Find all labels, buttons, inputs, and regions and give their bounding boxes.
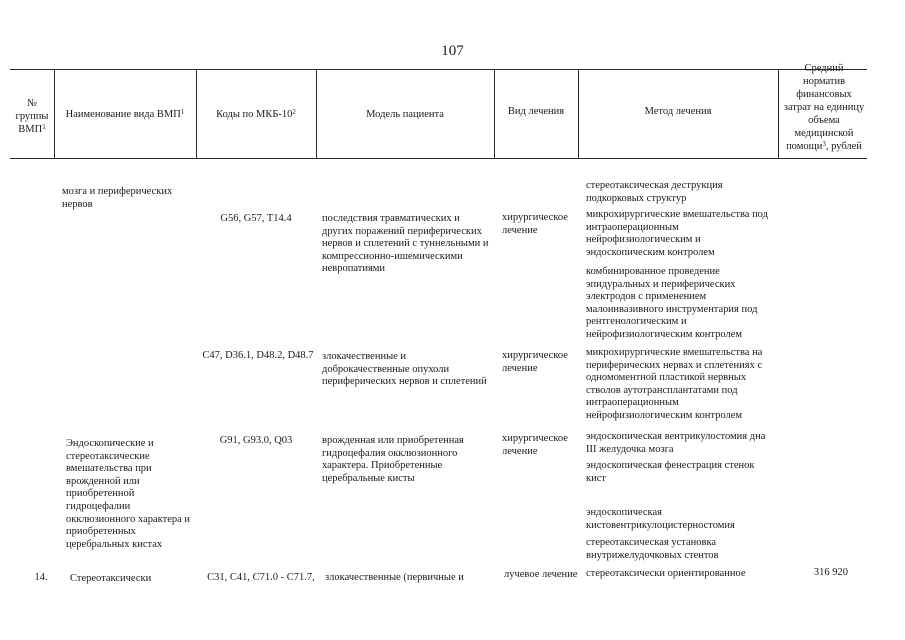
header-average-cost — [778, 62, 870, 153]
header-icd-codes-text: Коды по МКБ-10 — [216, 109, 293, 120]
cell-patient-model: последствия травматических и других поражений периферических нервов и сплетений с туннельными и компрессионно-ишемическими невропатиями — [322, 213, 489, 275]
cell-treatment-method: стереотаксически ориентированное — [586, 568, 746, 579]
cell-vmp-name: Стереотаксически — [70, 573, 152, 584]
header-top-border — [10, 69, 867, 70]
cell-treatment-method: микрохирургические вмешательства на периферических нервах и сплетениях с одномоментной пластикой нервных стволов аутотрансплантатами под интраоперационным нейрофизиологическим контролем — [586, 347, 763, 421]
footnote-mark: 1 — [42, 123, 46, 131]
header-vmp-name-text: Наименование вида ВМП — [65, 109, 181, 120]
cell-icd-codes: G91, G93.0, Q03 — [219, 435, 293, 446]
cell-treatment-method: микрохирургические вмешательства под интраоперационным нейрофизиологическим и эндоскопическим контролем — [586, 209, 768, 258]
cell-treatment-type: лучевое лечение — [504, 569, 578, 580]
cell-treatment-type: хирургическое лечение — [502, 212, 568, 236]
cell-patient-model: врожденная или приобретенная гидроцефалия окклюзионного характера. Приобретенные церебральные кисты — [322, 435, 464, 484]
cell-icd-codes: C47, D36.1, D48.2, D48.7 — [202, 350, 314, 361]
cell-treatment-method: эндоскопическая фенестрация стенок кист — [586, 460, 755, 484]
header-average-cost-suffix: , рублей — [825, 141, 862, 152]
cell-treatment-method: эндоскопическая кистовентрикулоцистерностомия — [586, 507, 735, 531]
header-icd-codes — [196, 108, 316, 121]
cell-patient-model: злокачественные (первичные и — [325, 572, 464, 583]
cell-average-cost: 316 920 — [813, 567, 848, 578]
footnote-mark: 2 — [292, 108, 296, 116]
header-group-text: № группы ВМП — [15, 98, 49, 135]
cell-treatment-method: стереотаксическая деструкция подкорковых структур — [586, 180, 723, 204]
cell-treatment-method: стереотаксическая установка внутрижелудочковых стентов — [586, 537, 719, 561]
header-average-cost-text: Средний норматив финансовых затрат на единицу объема медицинской помощи — [783, 63, 865, 152]
cell-treatment-method: комбинированное проведение эпидуральных и периферических электродов с применением малоинвазивного инструментария под рентгенологическим и нейрофизиологическим контролем — [586, 266, 758, 340]
cell-treatment-type: хирургическое лечение — [502, 433, 568, 457]
header-patient-model: Модель пациента — [366, 109, 444, 120]
header-group-number — [10, 97, 54, 136]
header-vmp-name — [54, 108, 196, 121]
cell-treatment-type: хирургическое лечение — [502, 350, 568, 374]
cell-vmp-name: Эндоскопические и стереотаксические вмешательства при врожденной или приобретенной гидроцефалии окклюзионного характера и приобретенных церебральных кистах — [66, 438, 191, 550]
cell-group-number: 14. — [34, 572, 48, 583]
page-number: 107 — [441, 43, 464, 59]
cell-treatment-method: эндоскопическая вентрикулостомия дна III желудочка мозга — [586, 431, 766, 455]
footnote-mark: 3 — [822, 140, 826, 148]
cell-icd-codes: C31, C41, C71.0 - C71.7, — [207, 572, 315, 583]
cell-icd-codes: G56, G57, T14.4 — [220, 213, 292, 224]
header-treatment-method: Метод лечения — [644, 106, 712, 117]
header-treatment-type: Вид лечения — [507, 106, 565, 117]
cell-patient-model: злокачественные и доброкачественные опухоли периферических нервов и сплетений — [322, 351, 487, 388]
cell-vmp-name: мозга и периферических нервов — [62, 186, 173, 210]
header-bottom-border — [10, 158, 867, 159]
footnote-mark: 1 — [180, 108, 185, 116]
